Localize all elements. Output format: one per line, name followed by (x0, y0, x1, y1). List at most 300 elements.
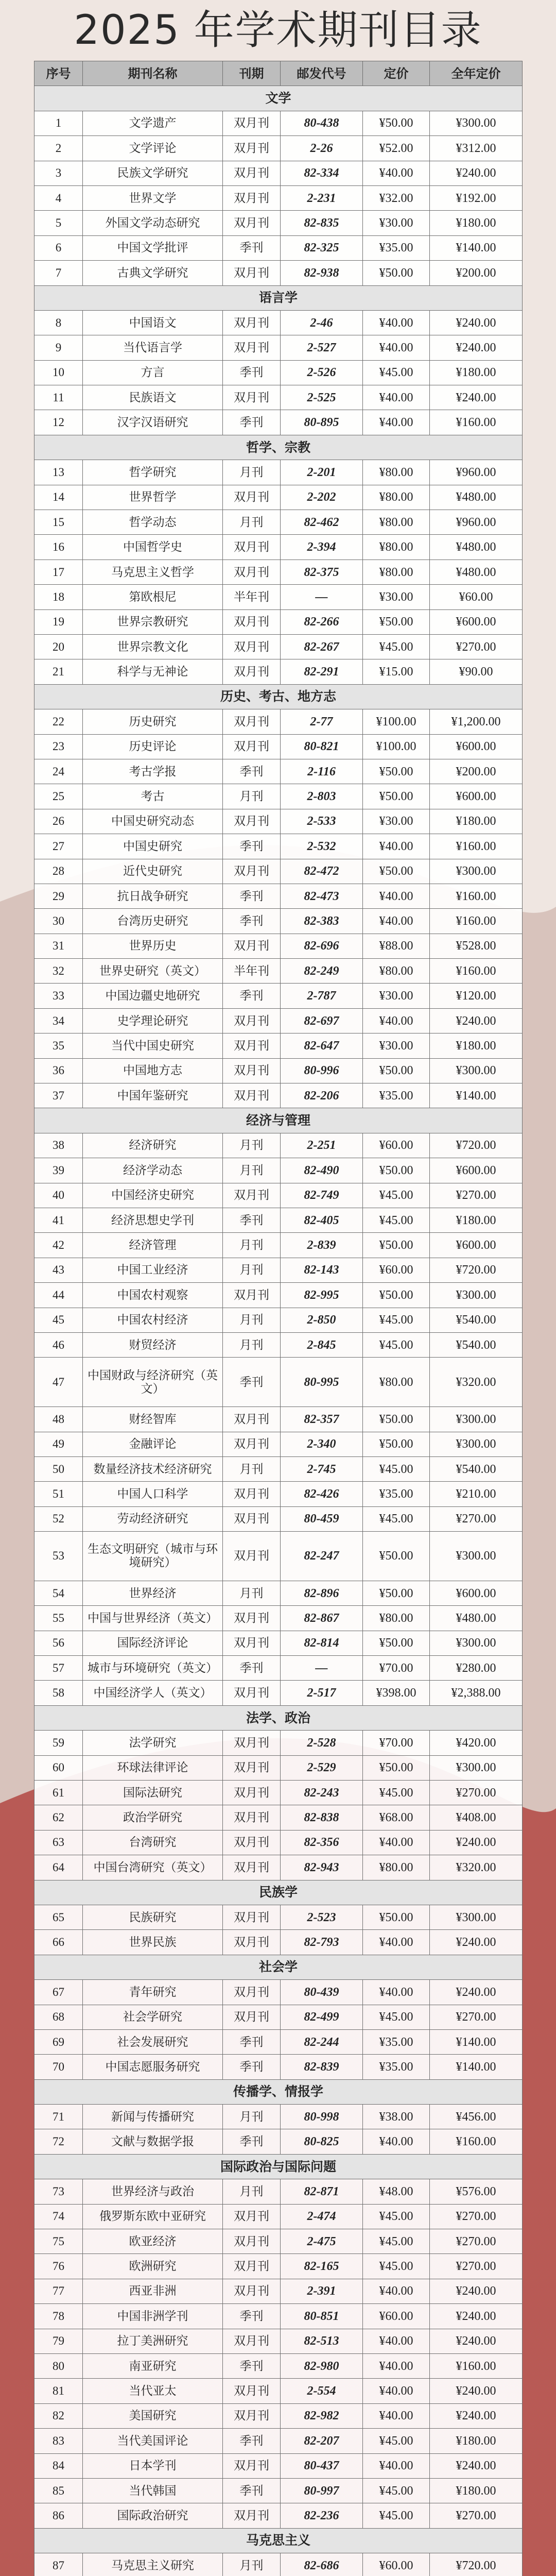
cell-postal-code: 82-356 (281, 1830, 363, 1855)
cell-postal-code: 82-266 (281, 609, 363, 634)
cell-postal-code: 2-529 (281, 1755, 363, 1780)
cell-frequency: 双月刊 (223, 1855, 281, 1880)
table-row (34, 1731, 523, 1755)
cell-annual-price: ¥160.00 (430, 959, 523, 984)
cell-index: 9 (34, 335, 83, 360)
cell-index: 59 (34, 1731, 83, 1755)
cell-frequency: 季刊 (223, 834, 281, 859)
cell-price: ¥32.00 (363, 185, 430, 210)
cell-postal-code: 82-325 (281, 235, 363, 260)
cell-frequency: 双月刊 (223, 335, 281, 360)
cell-price: ¥80.00 (363, 560, 430, 584)
table-row (34, 261, 523, 285)
cell-frequency: 半年刊 (223, 585, 281, 609)
cell-journal-name: 南亚研究 (83, 2353, 223, 2378)
cell-annual-price: ¥180.00 (430, 360, 523, 385)
cell-price: ¥40.00 (363, 310, 430, 335)
cell-frequency: 双月刊 (223, 1805, 281, 1830)
cell-index: 54 (34, 1581, 83, 1605)
cell-annual-price: ¥120.00 (430, 984, 523, 1008)
cell-price: ¥50.00 (363, 784, 430, 809)
cell-index: 30 (34, 909, 83, 934)
cell-price: ¥45.00 (363, 2229, 430, 2254)
cell-frequency: 双月刊 (223, 1183, 281, 1208)
cell-postal-code: 82-236 (281, 2503, 363, 2528)
cell-annual-price: ¥240.00 (430, 1930, 523, 1955)
table-row (34, 2353, 523, 2378)
cell-price: ¥45.00 (363, 360, 430, 385)
cell-price: ¥80.00 (363, 1606, 430, 1631)
table-row (34, 2379, 523, 2403)
cell-annual-price: ¥960.00 (430, 460, 523, 485)
cell-journal-name: 世界宗教研究 (83, 609, 223, 634)
cell-journal-name: 史学理论研究 (83, 1008, 223, 1033)
cell-postal-code: 82-334 (281, 161, 363, 185)
cell-price: ¥80.00 (363, 460, 430, 485)
table-row (34, 934, 523, 958)
cell-price: ¥70.00 (363, 1656, 430, 1681)
cell-frequency: 双月刊 (223, 1830, 281, 1855)
cell-price: ¥80.00 (363, 510, 430, 535)
cell-annual-price: ¥320.00 (430, 1855, 523, 1880)
table-row (34, 2304, 523, 2329)
cell-journal-name: 经济研究 (83, 1133, 223, 1158)
cell-postal-code: 82-814 (281, 1631, 363, 1655)
cell-price: ¥45.00 (363, 1308, 430, 1332)
cell-journal-name: 城市与环境研究（英文） (83, 1656, 223, 1681)
cell-annual-price: ¥600.00 (430, 609, 523, 634)
cell-annual-price: ¥180.00 (430, 2429, 523, 2453)
cell-frequency: 双月刊 (223, 2254, 281, 2279)
cell-frequency: 月刊 (223, 1233, 281, 1258)
cell-frequency: 双月刊 (223, 1083, 281, 1108)
section-row (34, 435, 523, 460)
cell-postal-code: 2-231 (281, 185, 363, 210)
cell-postal-code: — (281, 585, 363, 609)
table-row (34, 1183, 523, 1208)
cell-frequency: 双月刊 (223, 1506, 281, 1531)
cell-annual-price: ¥240.00 (430, 1008, 523, 1033)
cell-price: ¥50.00 (363, 1581, 430, 1605)
cell-price: ¥80.00 (363, 535, 430, 560)
cell-index: 17 (34, 560, 83, 584)
cell-postal-code: 2-527 (281, 335, 363, 360)
cell-price: ¥68.00 (363, 1805, 430, 1830)
cell-frequency: 月刊 (223, 1158, 281, 1183)
cell-postal-code: 2-528 (281, 1731, 363, 1755)
cell-index: 8 (34, 310, 83, 335)
cell-journal-name: 中国农村经济 (83, 1308, 223, 1332)
table-row (34, 609, 523, 634)
cell-postal-code: 82-867 (281, 1606, 363, 1631)
cell-journal-name: 马克思主义哲学 (83, 560, 223, 584)
cell-frequency: 双月刊 (223, 2379, 281, 2403)
cell-journal-name: 哲学研究 (83, 460, 223, 485)
cell-price: ¥70.00 (363, 1731, 430, 1755)
cell-frequency: 双月刊 (223, 934, 281, 958)
cell-journal-name: 世界宗教文化 (83, 634, 223, 659)
cell-annual-price: ¥160.00 (430, 2129, 523, 2154)
table-row (34, 859, 523, 884)
cell-postal-code: 82-405 (281, 1208, 363, 1232)
cell-price: ¥40.00 (363, 2279, 430, 2303)
table-row (34, 1905, 523, 1929)
cell-postal-code: 82-839 (281, 2055, 363, 2079)
cell-index: 10 (34, 360, 83, 385)
table-row (34, 1332, 523, 1357)
cell-postal-code: 2-201 (281, 460, 363, 485)
cell-postal-code: 82-835 (281, 211, 363, 235)
cell-postal-code: 2-251 (281, 1133, 363, 1158)
cell-journal-name: 世界经济 (83, 1581, 223, 1605)
cell-annual-price: ¥270.00 (430, 2005, 523, 2029)
cell-price: ¥50.00 (363, 1755, 430, 1780)
cell-frequency: 双月刊 (223, 1008, 281, 1033)
cell-postal-code: 82-513 (281, 2329, 363, 2353)
cell-frequency: 月刊 (223, 2553, 281, 2576)
cell-postal-code: 82-143 (281, 1258, 363, 1282)
cell-postal-code: 82-499 (281, 2005, 363, 2029)
cell-postal-code: 82-943 (281, 1855, 363, 1880)
table-row (34, 1456, 523, 1481)
cell-journal-name: 国际政治研究 (83, 2503, 223, 2528)
cell-journal-name: 台湾历史研究 (83, 909, 223, 934)
cell-frequency: 双月刊 (223, 2204, 281, 2229)
section-title: 法学、政治 (34, 1705, 523, 1730)
cell-journal-name: 世界文学 (83, 185, 223, 210)
cell-journal-name: 中国财政与经济研究（英文） (83, 1358, 223, 1407)
cell-journal-name: 中国农村观察 (83, 1283, 223, 1308)
table-row (34, 2254, 523, 2279)
cell-postal-code: 2-845 (281, 1332, 363, 1357)
cell-index: 28 (34, 859, 83, 884)
cell-index: 64 (34, 1855, 83, 1880)
table-row (34, 1033, 523, 1058)
cell-index: 36 (34, 1058, 83, 1083)
table-row (34, 211, 523, 235)
cell-frequency: 月刊 (223, 784, 281, 809)
cell-annual-price: ¥600.00 (430, 784, 523, 809)
cell-index: 73 (34, 2179, 83, 2204)
cell-postal-code: 82-426 (281, 1482, 363, 1506)
cell-price: ¥88.00 (363, 934, 430, 958)
table-row (34, 2453, 523, 2478)
table-row (34, 1506, 523, 1531)
cell-journal-name: 方言 (83, 360, 223, 385)
cell-price: ¥45.00 (363, 2254, 430, 2279)
cell-journal-name: 历史研究 (83, 709, 223, 734)
cell-price: ¥50.00 (363, 1233, 430, 1258)
cell-annual-price: ¥960.00 (430, 510, 523, 535)
cell-price: ¥30.00 (363, 211, 430, 235)
table-row (34, 709, 523, 734)
cell-postal-code: 82-383 (281, 909, 363, 934)
cell-annual-price: ¥160.00 (430, 410, 523, 435)
cell-index: 81 (34, 2379, 83, 2403)
cell-price: ¥40.00 (363, 2353, 430, 2378)
table-row (34, 984, 523, 1008)
cell-annual-price: ¥270.00 (430, 1183, 523, 1208)
cell-index: 46 (34, 1332, 83, 1357)
cell-index: 40 (34, 1183, 83, 1208)
cell-postal-code: 2-202 (281, 485, 363, 510)
cell-price: ¥40.00 (363, 1008, 430, 1033)
section-row (34, 2528, 523, 2553)
cell-price: ¥50.00 (363, 1532, 430, 1581)
table-row (34, 111, 523, 135)
table-row (34, 385, 523, 410)
cell-index: 35 (34, 1033, 83, 1058)
cell-price: ¥35.00 (363, 2055, 430, 2079)
table-row (34, 510, 523, 535)
table-row (34, 460, 523, 485)
cell-annual-price: ¥270.00 (430, 1780, 523, 1805)
cell-annual-price: ¥720.00 (430, 2553, 523, 2576)
cell-journal-name: 环球法律评论 (83, 1755, 223, 1780)
table-row (34, 1606, 523, 1631)
cell-postal-code: 2-475 (281, 2229, 363, 2254)
table-body (34, 86, 523, 2576)
cell-journal-name: 世界史研究（英文） (83, 959, 223, 984)
cell-postal-code: 80-825 (281, 2129, 363, 2154)
cell-journal-name: 中国工业经济 (83, 1258, 223, 1282)
section-row (34, 1955, 523, 1979)
cell-journal-name: 民族研究 (83, 1905, 223, 1929)
cell-frequency: 双月刊 (223, 1532, 281, 1581)
cell-index: 75 (34, 2229, 83, 2254)
table-row (34, 1283, 523, 1308)
table-row (34, 1681, 523, 1705)
cell-annual-price: ¥240.00 (430, 2279, 523, 2303)
cell-index: 42 (34, 1233, 83, 1258)
cell-postal-code: 2-532 (281, 834, 363, 859)
cell-frequency: 季刊 (223, 1656, 281, 1681)
cell-annual-price: ¥240.00 (430, 385, 523, 410)
cell-journal-name: 中国经济史研究 (83, 1183, 223, 1208)
cell-index: 14 (34, 485, 83, 510)
cell-frequency: 双月刊 (223, 310, 281, 335)
cell-index: 86 (34, 2503, 83, 2528)
cell-frequency: 季刊 (223, 360, 281, 385)
cell-index: 5 (34, 211, 83, 235)
cell-index: 68 (34, 2005, 83, 2029)
cell-journal-name: 社会学研究 (83, 2005, 223, 2029)
section-title: 传播学、情报学 (34, 2079, 523, 2104)
cell-postal-code: 80-895 (281, 410, 363, 435)
cell-annual-price: ¥720.00 (430, 1258, 523, 1282)
section-title: 民族学 (34, 1880, 523, 1905)
cell-frequency: 双月刊 (223, 609, 281, 634)
header-index: 序号 (34, 61, 83, 86)
cell-annual-price: ¥300.00 (430, 1755, 523, 1780)
cell-price: ¥40.00 (363, 335, 430, 360)
cell-annual-price: ¥300.00 (430, 1631, 523, 1655)
cell-postal-code: 2-554 (281, 2379, 363, 2403)
section-title: 马克思主义 (34, 2528, 523, 2553)
cell-price: ¥30.00 (363, 585, 430, 609)
cell-journal-name: 科学与无神论 (83, 659, 223, 684)
cell-postal-code: 80-438 (281, 111, 363, 135)
cell-journal-name: 文献与数据学报 (83, 2129, 223, 2154)
cell-postal-code: 80-437 (281, 2453, 363, 2478)
cell-annual-price: ¥540.00 (430, 1308, 523, 1332)
cell-index: 27 (34, 834, 83, 859)
table-row (34, 2553, 523, 2576)
cell-journal-name: 中国地方志 (83, 1058, 223, 1083)
cell-price: ¥40.00 (363, 2403, 430, 2428)
cell-index: 51 (34, 1482, 83, 1506)
cell-postal-code: 80-998 (281, 2105, 363, 2129)
cell-price: ¥100.00 (363, 734, 430, 759)
cell-postal-code: 2-517 (281, 1681, 363, 1705)
cell-postal-code: 80-439 (281, 1980, 363, 2005)
cell-frequency: 双月刊 (223, 2279, 281, 2303)
cell-annual-price: ¥240.00 (430, 335, 523, 360)
cell-frequency: 季刊 (223, 2129, 281, 2154)
cell-price: ¥40.00 (363, 2379, 430, 2403)
cell-index: 25 (34, 784, 83, 809)
cell-postal-code: 82-243 (281, 1780, 363, 1805)
cell-frequency: 双月刊 (223, 2453, 281, 2478)
cell-annual-price: ¥600.00 (430, 1581, 523, 1605)
cell-postal-code: 82-647 (281, 1033, 363, 1058)
table-row (34, 1407, 523, 1432)
table-row (34, 2029, 523, 2054)
cell-price: ¥30.00 (363, 984, 430, 1008)
table-row (34, 161, 523, 185)
cell-frequency: 季刊 (223, 235, 281, 260)
table-row (34, 909, 523, 934)
cell-frequency: 双月刊 (223, 535, 281, 560)
cell-index: 57 (34, 1656, 83, 1681)
section-title: 语言学 (34, 285, 523, 310)
cell-postal-code: 82-462 (281, 510, 363, 535)
cell-journal-name: 世界民族 (83, 1930, 223, 1955)
cell-journal-name: 中国年鉴研究 (83, 1083, 223, 1108)
cell-price: ¥40.00 (363, 1980, 430, 2005)
cell-frequency: 双月刊 (223, 2229, 281, 2254)
cell-price: ¥40.00 (363, 2453, 430, 2478)
cell-journal-name: 马克思主义研究 (83, 2553, 223, 2576)
cell-postal-code: 82-375 (281, 560, 363, 584)
cell-price: ¥80.00 (363, 1358, 430, 1407)
table-row (34, 1058, 523, 1083)
cell-journal-name: 中国文学批评 (83, 235, 223, 260)
cell-postal-code: 82-291 (281, 659, 363, 684)
header-annual-price: 全年定价 (430, 61, 523, 86)
cell-journal-name: 中国与世界经济（英文） (83, 1606, 223, 1631)
table-row (34, 2105, 523, 2129)
cell-annual-price: ¥90.00 (430, 659, 523, 684)
cell-annual-price: ¥540.00 (430, 1456, 523, 1481)
cell-journal-name: 当代韩国 (83, 2478, 223, 2503)
table-row (34, 1930, 523, 1955)
cell-price: ¥38.00 (363, 2105, 430, 2129)
cell-price: ¥50.00 (363, 1158, 430, 1183)
cell-index: 85 (34, 2478, 83, 2503)
cell-journal-name: 金融评论 (83, 1432, 223, 1456)
cell-price: ¥50.00 (363, 111, 430, 135)
cell-annual-price: ¥180.00 (430, 211, 523, 235)
cell-postal-code: 2-523 (281, 1905, 363, 1929)
cell-frequency: 季刊 (223, 2429, 281, 2453)
cell-price: ¥45.00 (363, 2429, 430, 2453)
cell-postal-code: 82-980 (281, 2353, 363, 2378)
cell-annual-price: ¥280.00 (430, 1656, 523, 1681)
cell-postal-code: 82-749 (281, 1183, 363, 1208)
cell-price: ¥45.00 (363, 1456, 430, 1481)
cell-postal-code: 2-745 (281, 1456, 363, 1481)
cell-annual-price: ¥160.00 (430, 2353, 523, 2378)
cell-frequency: 季刊 (223, 410, 281, 435)
cell-annual-price: ¥300.00 (430, 859, 523, 884)
cell-index: 33 (34, 984, 83, 1008)
cell-postal-code: 2-26 (281, 136, 363, 161)
table-row (34, 2005, 523, 2029)
table-row (34, 1083, 523, 1108)
cell-annual-price: ¥210.00 (430, 1482, 523, 1506)
cell-index: 58 (34, 1681, 83, 1705)
cell-frequency: 月刊 (223, 1308, 281, 1332)
cell-postal-code: 82-207 (281, 2429, 363, 2453)
cell-frequency: 双月刊 (223, 1407, 281, 1432)
cell-journal-name: 抗日战争研究 (83, 884, 223, 908)
cell-frequency: 双月刊 (223, 1905, 281, 1929)
cell-price: ¥50.00 (363, 1631, 430, 1655)
cell-annual-price: ¥160.00 (430, 834, 523, 859)
cell-postal-code: 2-116 (281, 759, 363, 784)
table-row (34, 834, 523, 859)
cell-postal-code: 80-851 (281, 2304, 363, 2329)
cell-index: 80 (34, 2353, 83, 2378)
cell-annual-price: ¥240.00 (430, 1830, 523, 1855)
cell-journal-name: 劳动经济研究 (83, 1506, 223, 1531)
cell-journal-name: 美国研究 (83, 2403, 223, 2428)
cell-price: ¥40.00 (363, 884, 430, 908)
cell-journal-name: 当代中国史研究 (83, 1033, 223, 1058)
cell-journal-name: 拉丁美洲研究 (83, 2329, 223, 2353)
cell-journal-name: 财贸经济 (83, 1332, 223, 1357)
table-row (34, 136, 523, 161)
cell-annual-price: ¥240.00 (430, 2304, 523, 2329)
cell-annual-price: ¥270.00 (430, 2229, 523, 2254)
cell-index: 77 (34, 2279, 83, 2303)
cell-annual-price: ¥600.00 (430, 734, 523, 759)
section-title: 哲学、宗教 (34, 435, 523, 460)
cell-index: 76 (34, 2254, 83, 2279)
table-row (34, 1133, 523, 1158)
cell-frequency: 双月刊 (223, 734, 281, 759)
cell-postal-code: 2-391 (281, 2279, 363, 2303)
section-row (34, 86, 523, 111)
cell-price: ¥45.00 (363, 1506, 430, 1531)
cell-index: 63 (34, 1830, 83, 1855)
cell-price: ¥50.00 (363, 859, 430, 884)
cell-frequency: 月刊 (223, 2179, 281, 2204)
table-row (34, 535, 523, 560)
header-row (34, 61, 523, 86)
cell-postal-code: 82-982 (281, 2403, 363, 2428)
table-row (34, 335, 523, 360)
cell-price: ¥40.00 (363, 2329, 430, 2353)
cell-annual-price: ¥2,388.00 (430, 1681, 523, 1705)
cell-journal-name: 法学研究 (83, 1731, 223, 1755)
cell-price: ¥50.00 (363, 1283, 430, 1308)
cell-annual-price: ¥300.00 (430, 1283, 523, 1308)
cell-annual-price: ¥576.00 (430, 2179, 523, 2204)
cell-annual-price: ¥140.00 (430, 235, 523, 260)
cell-journal-name: 文学遗产 (83, 111, 223, 135)
